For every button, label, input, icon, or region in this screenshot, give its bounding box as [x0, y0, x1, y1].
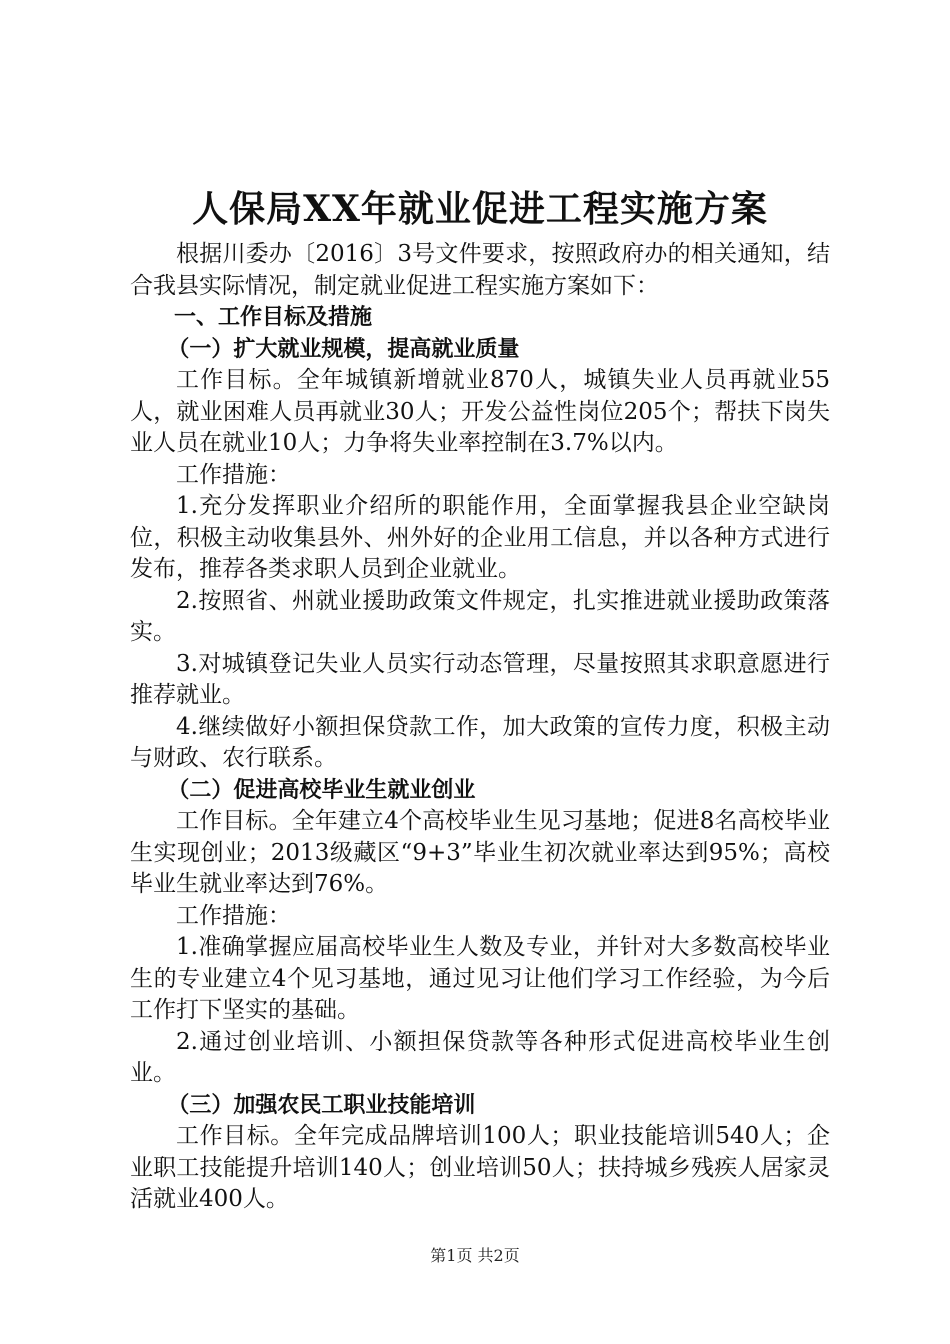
- goal-paragraph-2: 工作目标。全年建立4个高校毕业生见习基地；促进8名高校毕业生实现创业；2013级藏区“9+3”毕业生初次就业率达到95%；高校毕业生就业率达到76%。: [130, 808, 830, 897]
- document-body: [130, 185, 830, 1216]
- intro-paragraph: 根据川委办〔2016〕3号文件要求，按照政府办的相关通知，结合我县实际情况，制定就业促进工程实施方案如下：: [130, 241, 830, 299]
- measure-item: 4.继续做好小额担保贷款工作，加大政策的宣传力度，积极主动与财政、农行联系。: [130, 713, 830, 771]
- section-heading: 一、工作目标及措施: [174, 305, 373, 330]
- goal-paragraph-3: 工作目标。全年完成品牌培训100人；职业技能培训540人；企业职工技能提升培训140人；创业培训50人；扶持城乡残疾人居家灵活就业400人。: [130, 1123, 830, 1212]
- measure-item: 3.对城镇登记失业人员实行动态管理，尽量按照其求职意愿进行推荐就业。: [130, 650, 830, 708]
- page-footer: 第1页 共2页: [430, 1246, 520, 1265]
- measure-item: 1.充分发挥职业介绍所的职能作用，全面掌握我县企业空缺岗位，积极主动收集县外、州外好的企业用工信息，并以各种方式进行发布，推荐各类求职人员到企业就业。: [130, 493, 830, 582]
- measures-label-2: 工作措施：: [176, 902, 291, 929]
- measure-item: 2.按照省、州就业援助政策文件规定，扎实推进就业援助政策落实。: [130, 587, 830, 645]
- subsection-heading-2: （二）促进高校毕业生就业创业: [167, 777, 476, 803]
- measures-label-1: 工作措施：: [176, 461, 291, 488]
- subsection-heading-1: （一）扩大就业规模，提高就业质量: [167, 336, 520, 362]
- measure-item: 1.准确掌握应届高校毕业生人数及专业，并针对大多数高校毕业生的专业建立4个见习基地，通过见习让他们学习工作经验，为今后工作打下坚实的基础。: [130, 934, 830, 1023]
- subsection-heading-3: （三）加强农民工职业技能培训: [167, 1092, 476, 1118]
- goal-paragraph-1: 工作目标。全年城镇新增就业870人，城镇失业人员再就业55人，就业困难人员再就业30人；开发公益性岗位205个；帮扶下岗失业人员在就业10人；力争将失业率控制在3.7%以内。: [130, 367, 830, 456]
- document-title: 人保局XX年就业促进工程实施方案: [192, 188, 768, 230]
- measure-item: 2.通过创业培训、小额担保贷款等各种形式促进高校毕业生创业。: [130, 1028, 830, 1086]
